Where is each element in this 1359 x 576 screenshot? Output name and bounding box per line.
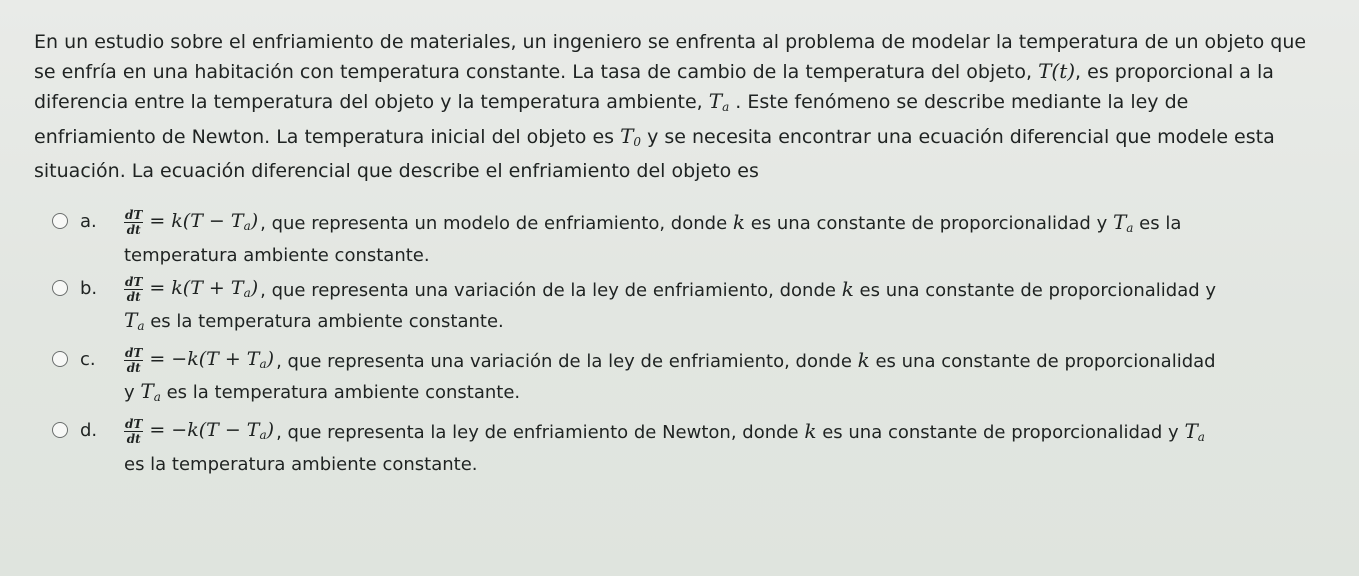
- math-T: T: [140, 379, 154, 403]
- math-T: T: [1112, 210, 1127, 234]
- math-subscript: a: [137, 319, 145, 333]
- radio-button-a[interactable]: [52, 213, 68, 229]
- equation-body: = k(T + T: [149, 277, 244, 299]
- question-line: . Este fenómeno se describe mediante la ley de: [729, 91, 1189, 113]
- math-subscript: a: [1126, 221, 1134, 235]
- option-text: , que representa una variación de la ley de enfriamiento, donde: [260, 280, 842, 301]
- equation-close: ): [250, 277, 259, 299]
- equation-close: ): [266, 419, 275, 441]
- option-text: y: [124, 382, 141, 403]
- option-equation: [124, 346, 274, 378]
- option-text: es la temperatura ambiente constante.: [124, 454, 478, 475]
- question-line: diferencia entre la temperatura del objeto y la temperatura ambiente,: [34, 91, 709, 113]
- math-Ta: [140, 379, 161, 403]
- math-k: k: [732, 210, 745, 234]
- equation-close: ): [250, 210, 259, 232]
- fraction-denominator: dt: [126, 222, 141, 237]
- math-Ta: [1184, 419, 1205, 443]
- option-equation: [124, 208, 258, 240]
- option-text: es una constante de proporcionalidad: [869, 351, 1216, 372]
- equation-body: = −k(T − T: [149, 419, 260, 441]
- math-subscript: a: [243, 219, 251, 233]
- option-text: es una constante de proporcionalidad y: [816, 422, 1185, 443]
- equation-body: = k(T − T: [149, 210, 244, 232]
- fraction-numerator: dT: [125, 274, 143, 289]
- math-subscript: a: [153, 390, 161, 404]
- math-T-of-t: T(t): [1038, 59, 1076, 83]
- equation-body: = −k(T + T: [149, 348, 260, 370]
- question-line: se enfría en una habitación con temperatura constante. La tasa de cambio de la temperatura del objeto,: [34, 61, 1039, 83]
- math-k: k: [857, 348, 870, 372]
- option-text: , que representa la ley de enfriamiento de Newton, donde: [276, 422, 805, 443]
- equation-close: ): [266, 348, 275, 370]
- option-letter: d.: [80, 420, 98, 441]
- option-text: temperatura ambiente constante.: [124, 245, 430, 266]
- question-line: y se necesita encontrar una ecuación diferencial que modele esta: [641, 126, 1275, 148]
- radio-button-b[interactable]: [52, 280, 68, 296]
- question-line: , es proporcional a la: [1075, 61, 1274, 83]
- question-line: En un estudio sobre el enfriamiento de materiales, un ingeniero se enfrenta al problema de modelar la temperatura de un objeto que: [34, 31, 1307, 53]
- math-Ta: [709, 89, 730, 113]
- option-text: , que representa un modelo de enfriamiento, donde: [260, 213, 733, 234]
- fraction-denominator: dt: [126, 360, 141, 375]
- option-text: es la temperatura ambiente constante.: [160, 382, 521, 403]
- question-text: [34, 28, 1329, 186]
- option-text: es la temperatura ambiente constante.: [144, 311, 504, 332]
- derivative-fraction: [124, 347, 143, 374]
- radio-button-c[interactable]: [52, 351, 68, 367]
- option-equation: [124, 275, 258, 307]
- math-Ta: [124, 308, 145, 332]
- derivative-fraction: [124, 418, 143, 445]
- question-line: situación. La ecuación diferencial que describe el enfriamiento del objeto es: [34, 160, 759, 182]
- option-text: , que representa una variación de la ley de enfriamiento, donde: [276, 351, 858, 372]
- option-b[interactable]: [34, 275, 1329, 340]
- math-k: k: [804, 419, 817, 443]
- math-subscript: 0: [633, 135, 642, 149]
- math-k: k: [841, 277, 854, 301]
- math-subscript: a: [259, 428, 267, 442]
- option-text: es una constante de proporcionalidad y: [745, 213, 1113, 234]
- fraction-numerator: dT: [125, 345, 143, 360]
- option-letter: b.: [80, 278, 98, 299]
- math-subscript: a: [722, 100, 730, 114]
- fraction-denominator: dt: [126, 431, 141, 446]
- option-letter: c.: [80, 349, 96, 370]
- option-text: es la: [1133, 213, 1182, 234]
- math-Ta: [1113, 210, 1134, 234]
- answer-options: [34, 208, 1329, 478]
- derivative-fraction: [124, 209, 143, 236]
- option-equation: [124, 417, 274, 449]
- question-line: enfriamiento de Newton. La temperatura inicial del objeto es: [34, 126, 621, 148]
- math-T: T: [708, 89, 723, 113]
- math-T: T: [124, 308, 138, 332]
- derivative-fraction: [124, 276, 143, 303]
- option-c[interactable]: [34, 346, 1329, 411]
- math-subscript: a: [259, 357, 267, 371]
- option-a[interactable]: [34, 208, 1329, 269]
- math-T: T: [1184, 419, 1198, 443]
- option-text: es una constante de proporcionalidad y: [853, 280, 1217, 301]
- fraction-denominator: dt: [126, 289, 141, 304]
- radio-button-d[interactable]: [52, 422, 68, 438]
- math-subscript: a: [1197, 430, 1205, 444]
- math-T0: [620, 124, 641, 148]
- math-subscript: a: [243, 286, 251, 300]
- option-d[interactable]: [34, 417, 1329, 478]
- fraction-numerator: dT: [125, 416, 143, 431]
- math-T: T: [620, 124, 634, 148]
- fraction-numerator: dT: [125, 207, 143, 222]
- option-letter: a.: [80, 211, 97, 232]
